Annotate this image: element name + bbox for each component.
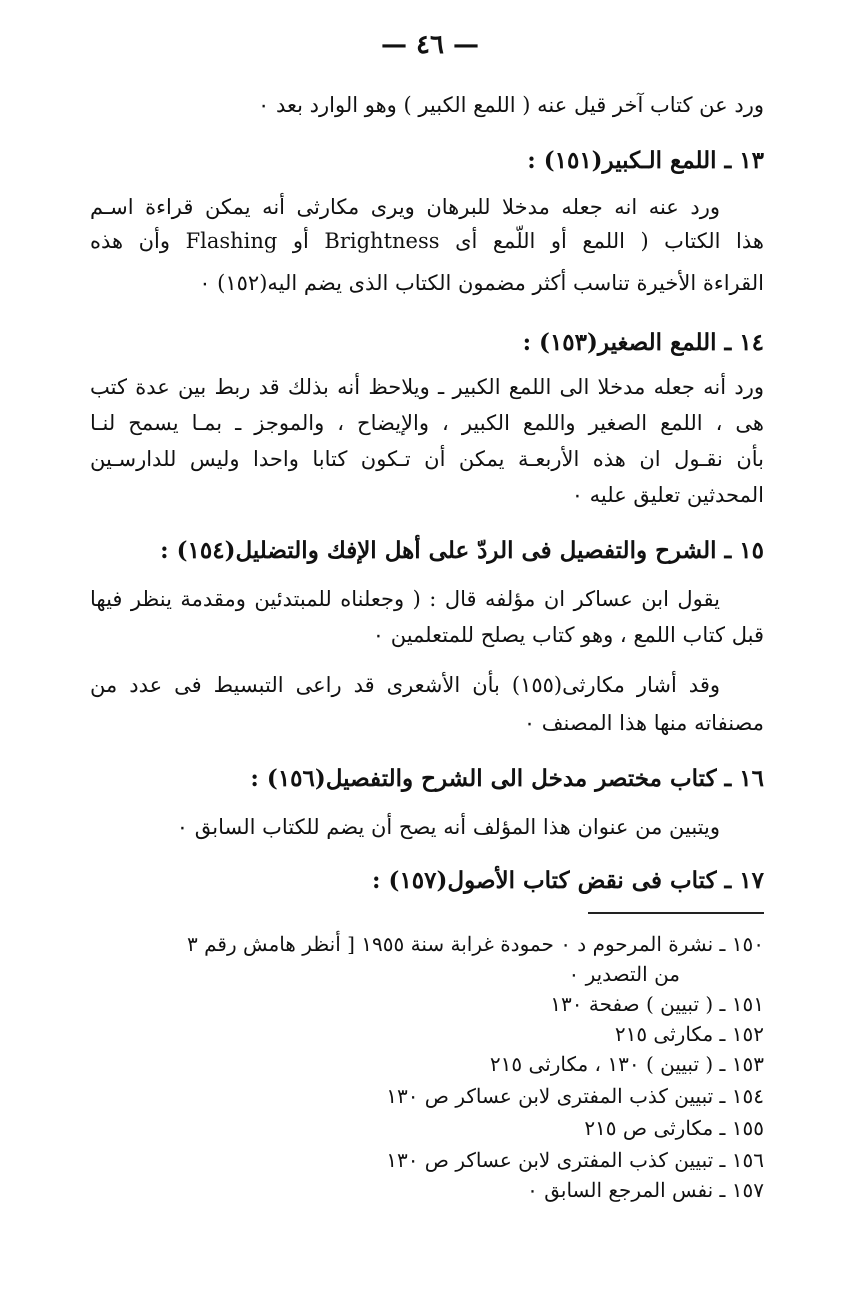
footnote-156: ١٥٦ ـ تبيين كذب المفترى لابن عساكر ص ١٣٠ [386,1148,764,1172]
section-heading-15: ١٥ ـ الشرح والتفصيل فى الردّ على أهل الإفك والتضليل(١٥٤) : [160,537,764,564]
section-15-line-3: وقد أشار مكارثى(١٥٥) بأن الأشعرى قد راعى التبسيط فى عدد من [90,673,720,697]
footnote-150-cont: من التصدير ٠ [568,962,680,986]
footnote-153: ١٥٣ ـ ( تبيين ) ١٣٠ ، مكارثى ٢١٥ [489,1052,764,1076]
section-14-line-3: بأن نقـول ان هذه الأربعـة يمكن أن تـكون كتابا واحدا وليس للدارسـين [90,447,764,471]
section-heading-14: ١٤ ـ اللمع الصغير(١٥٣) : [522,329,764,356]
section-14-line-1: ورد أنه جعله مدخلا الى اللمع الكبير ـ ويلاحظ أنه بذلك قد ربط بين عدة كتب [90,375,764,399]
section-14-line-2: هى ، اللمع الصغير واللمع الكبير ، والإيضاح ، والموجز ـ بمـا يسمح لنـا [90,411,764,435]
footnote-separator [588,912,764,914]
section-14-line-4: المحدثين تعليق عليه ٠ [571,483,764,507]
section-13-line-1: ورد عنه انه جعله مدخلا للبرهان ويرى مكارثى أنه يمكن قراءة اسـم [90,195,720,219]
section-15-line-4: مصنفاته منها هذا المصنف ٠ [523,711,764,735]
section-13-line-3: القراءة الأخيرة تناسب أكثر مضمون الكتاب الذى يضم اليه(١٥٢) ٠ [199,271,764,295]
section-heading-13: ١٣ ـ اللمع الـكبير(١٥١) : [527,147,764,174]
footnote-150: ١٥٠ ـ نشرة المرحوم د ٠ حمودة غرابة سنة ١٩٥٥ [ أنظر هامش رقم ٣ [187,932,764,956]
footnote-154: ١٥٤ ـ تبيين كذب المفترى لابن عساكر ص ١٣٠ [386,1084,764,1108]
section-heading-17: ١٧ ـ كتاب فى نقض كتاب الأصول(١٥٧) : [372,867,764,894]
footnote-151: ١٥١ ـ ( تبيين ) صفحة ١٣٠ [550,992,764,1016]
section-heading-16: ١٦ ـ كتاب مختصر مدخل الى الشرح والتفصيل(١٥٦) : [250,765,764,792]
section-15-line-1: يقول ابن عساكر ان مؤلفه قال : ( وجعلناه للمبتدئين ومقدمة ينظر فيها [90,587,720,611]
footnote-157: ١٥٧ ـ نفس المرجع السابق ٠ [527,1178,764,1202]
section-13-line-2: هذا الكتاب ( اللمع أو اللّمع أى Brightness أو Flashing وأن هذه [90,229,764,253]
footnote-155: ١٥٥ ـ مكارثى ص ٢١٥ [584,1116,764,1140]
section-15-line-2: قبل كتاب اللمع ، وهو كتاب يصلح للمتعلمين ٠ [372,623,764,647]
intro-line: ورد عن كتاب آخر قيل عنه ( اللمع الكبير ) وهو الوارد بعد ٠ [258,93,764,117]
page-number: — ٤٦ — [380,30,480,60]
footnote-152: ١٥٢ ـ مكارثى ٢١٥ [614,1022,764,1046]
section-16-line-1: ويتبين من عنوان هذا المؤلف أنه يصح أن يضم للكتاب السابق ٠ [176,815,720,839]
